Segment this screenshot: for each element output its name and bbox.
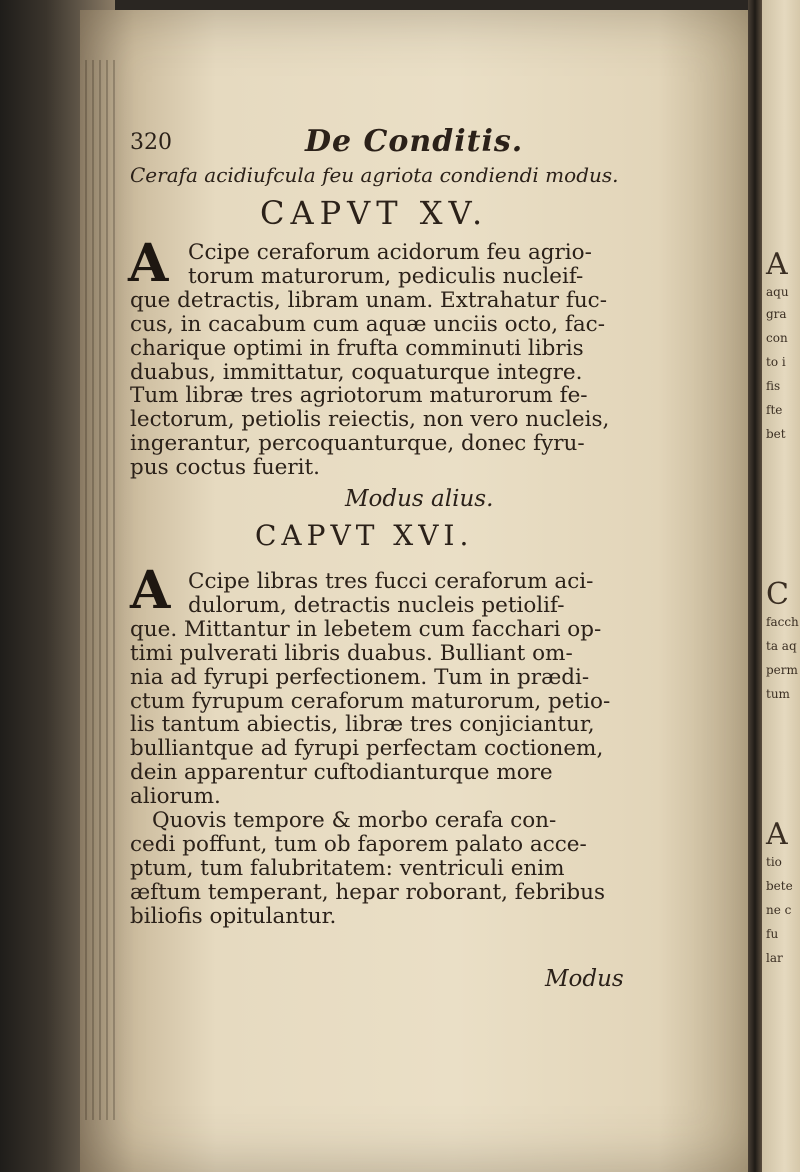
facing-fragment: fte: [766, 403, 783, 417]
text-line: ctum fyrupum ceraforum maturorum, petio-: [130, 689, 611, 714]
chapter-xv-paragraph: [130, 241, 745, 480]
text-line: lis tantum abiectis, libræ tres conjiciantur,: [130, 713, 595, 738]
facing-fragment: to i: [766, 355, 786, 369]
text-line: dein apparentur cuftodianturque more: [130, 761, 553, 786]
text-line: Tum libræ tres agriotorum maturorum fe-: [130, 384, 588, 409]
text-line: que detractis, libram unam. Extrahatur fuc-: [130, 288, 607, 313]
text-line: lectorum, petiolis reiectis, non vero nucleis,: [130, 408, 610, 433]
text-line: charique optimi in frufta comminuti libris: [130, 336, 584, 361]
text-line: Ccipe libras tres fucci ceraforum aci-: [188, 570, 594, 594]
text-line: nia ad fyrupi perfectionem. Tum in prædi-: [130, 665, 590, 690]
text-line: cus, in cacabum cum aquæ unciis octo, fac-: [130, 312, 605, 337]
chapter-heading-xv: CAPVT XV.: [260, 194, 489, 232]
drop-cap: A: [128, 233, 169, 294]
text-line: ptum, tum falubritatem: ventriculi enim: [130, 856, 565, 881]
facing-fragment: ta aq: [766, 639, 797, 653]
facing-fragment: C: [766, 577, 789, 612]
text-line: dulorum, detractis nucleis petiolif-: [188, 593, 565, 618]
text-line: pus coctus fuerit.: [130, 456, 321, 481]
text-line: torum maturorum, pediculis nucleif-: [188, 264, 584, 289]
facing-fragment: fis: [766, 379, 781, 393]
book-binding: [748, 0, 762, 1172]
text-line: cedi poffunt, tum ob faporem palato acce-: [130, 832, 587, 857]
facing-fragment: bet: [766, 427, 786, 441]
text-line: que. Mittantur in lebetem cum facchari op-: [130, 617, 602, 642]
facing-fragment: A: [766, 817, 788, 852]
text-line: aliorum.: [130, 785, 221, 810]
facing-fragment: aqu: [766, 285, 789, 299]
facing-fragment: perm: [766, 663, 798, 677]
facing-fragment: tio: [766, 855, 782, 869]
facing-fragment: tum: [766, 687, 790, 701]
text-line: timi pulverati libris duabus. Bulliant om-: [130, 641, 573, 666]
page-header: [130, 124, 730, 160]
page-edge-shadow: [85, 60, 120, 1120]
chapter-heading-xvi: CAPVT XVI.: [255, 519, 474, 552]
facing-page-edge: [762, 0, 800, 1172]
facing-fragment: fu: [766, 927, 779, 941]
chapter-xvi-paragraph: [130, 570, 745, 929]
facing-fragment: bete: [766, 879, 793, 893]
page-number: 320: [130, 130, 172, 155]
facing-fragment: lar: [766, 951, 783, 965]
page-subtitle: Cerafa acidiufcula feu agriota condiendi modus.: [130, 163, 619, 187]
text-line: ingerantur, percoquanturque, donec fyru-: [130, 432, 585, 457]
running-title: De Conditis.: [305, 124, 524, 159]
facing-fragment: ne c: [766, 903, 792, 917]
section-modus-alius: Modus alius.: [345, 486, 494, 512]
text-line: bulliantque ad fyrupi perfectam coctionem,: [130, 737, 604, 762]
facing-fragment: con: [766, 331, 788, 345]
catchword: Modus: [545, 966, 624, 992]
facing-fragment: gra: [766, 307, 787, 321]
facing-fragment: facch: [766, 615, 799, 629]
text-line: biliofis opitulantur.: [130, 904, 337, 929]
text-line: Ccipe ceraforum acidorum feu agrio-: [188, 241, 592, 265]
drop-cap: A: [130, 560, 171, 621]
text-line: duabus, immittatur, coquaturque integre.: [130, 360, 583, 385]
text-line: Quovis tempore & morbo cerafa con-: [152, 809, 557, 833]
facing-fragment: A: [766, 247, 788, 282]
text-line: æftum temperant, hepar roborant, febribus: [130, 880, 606, 905]
